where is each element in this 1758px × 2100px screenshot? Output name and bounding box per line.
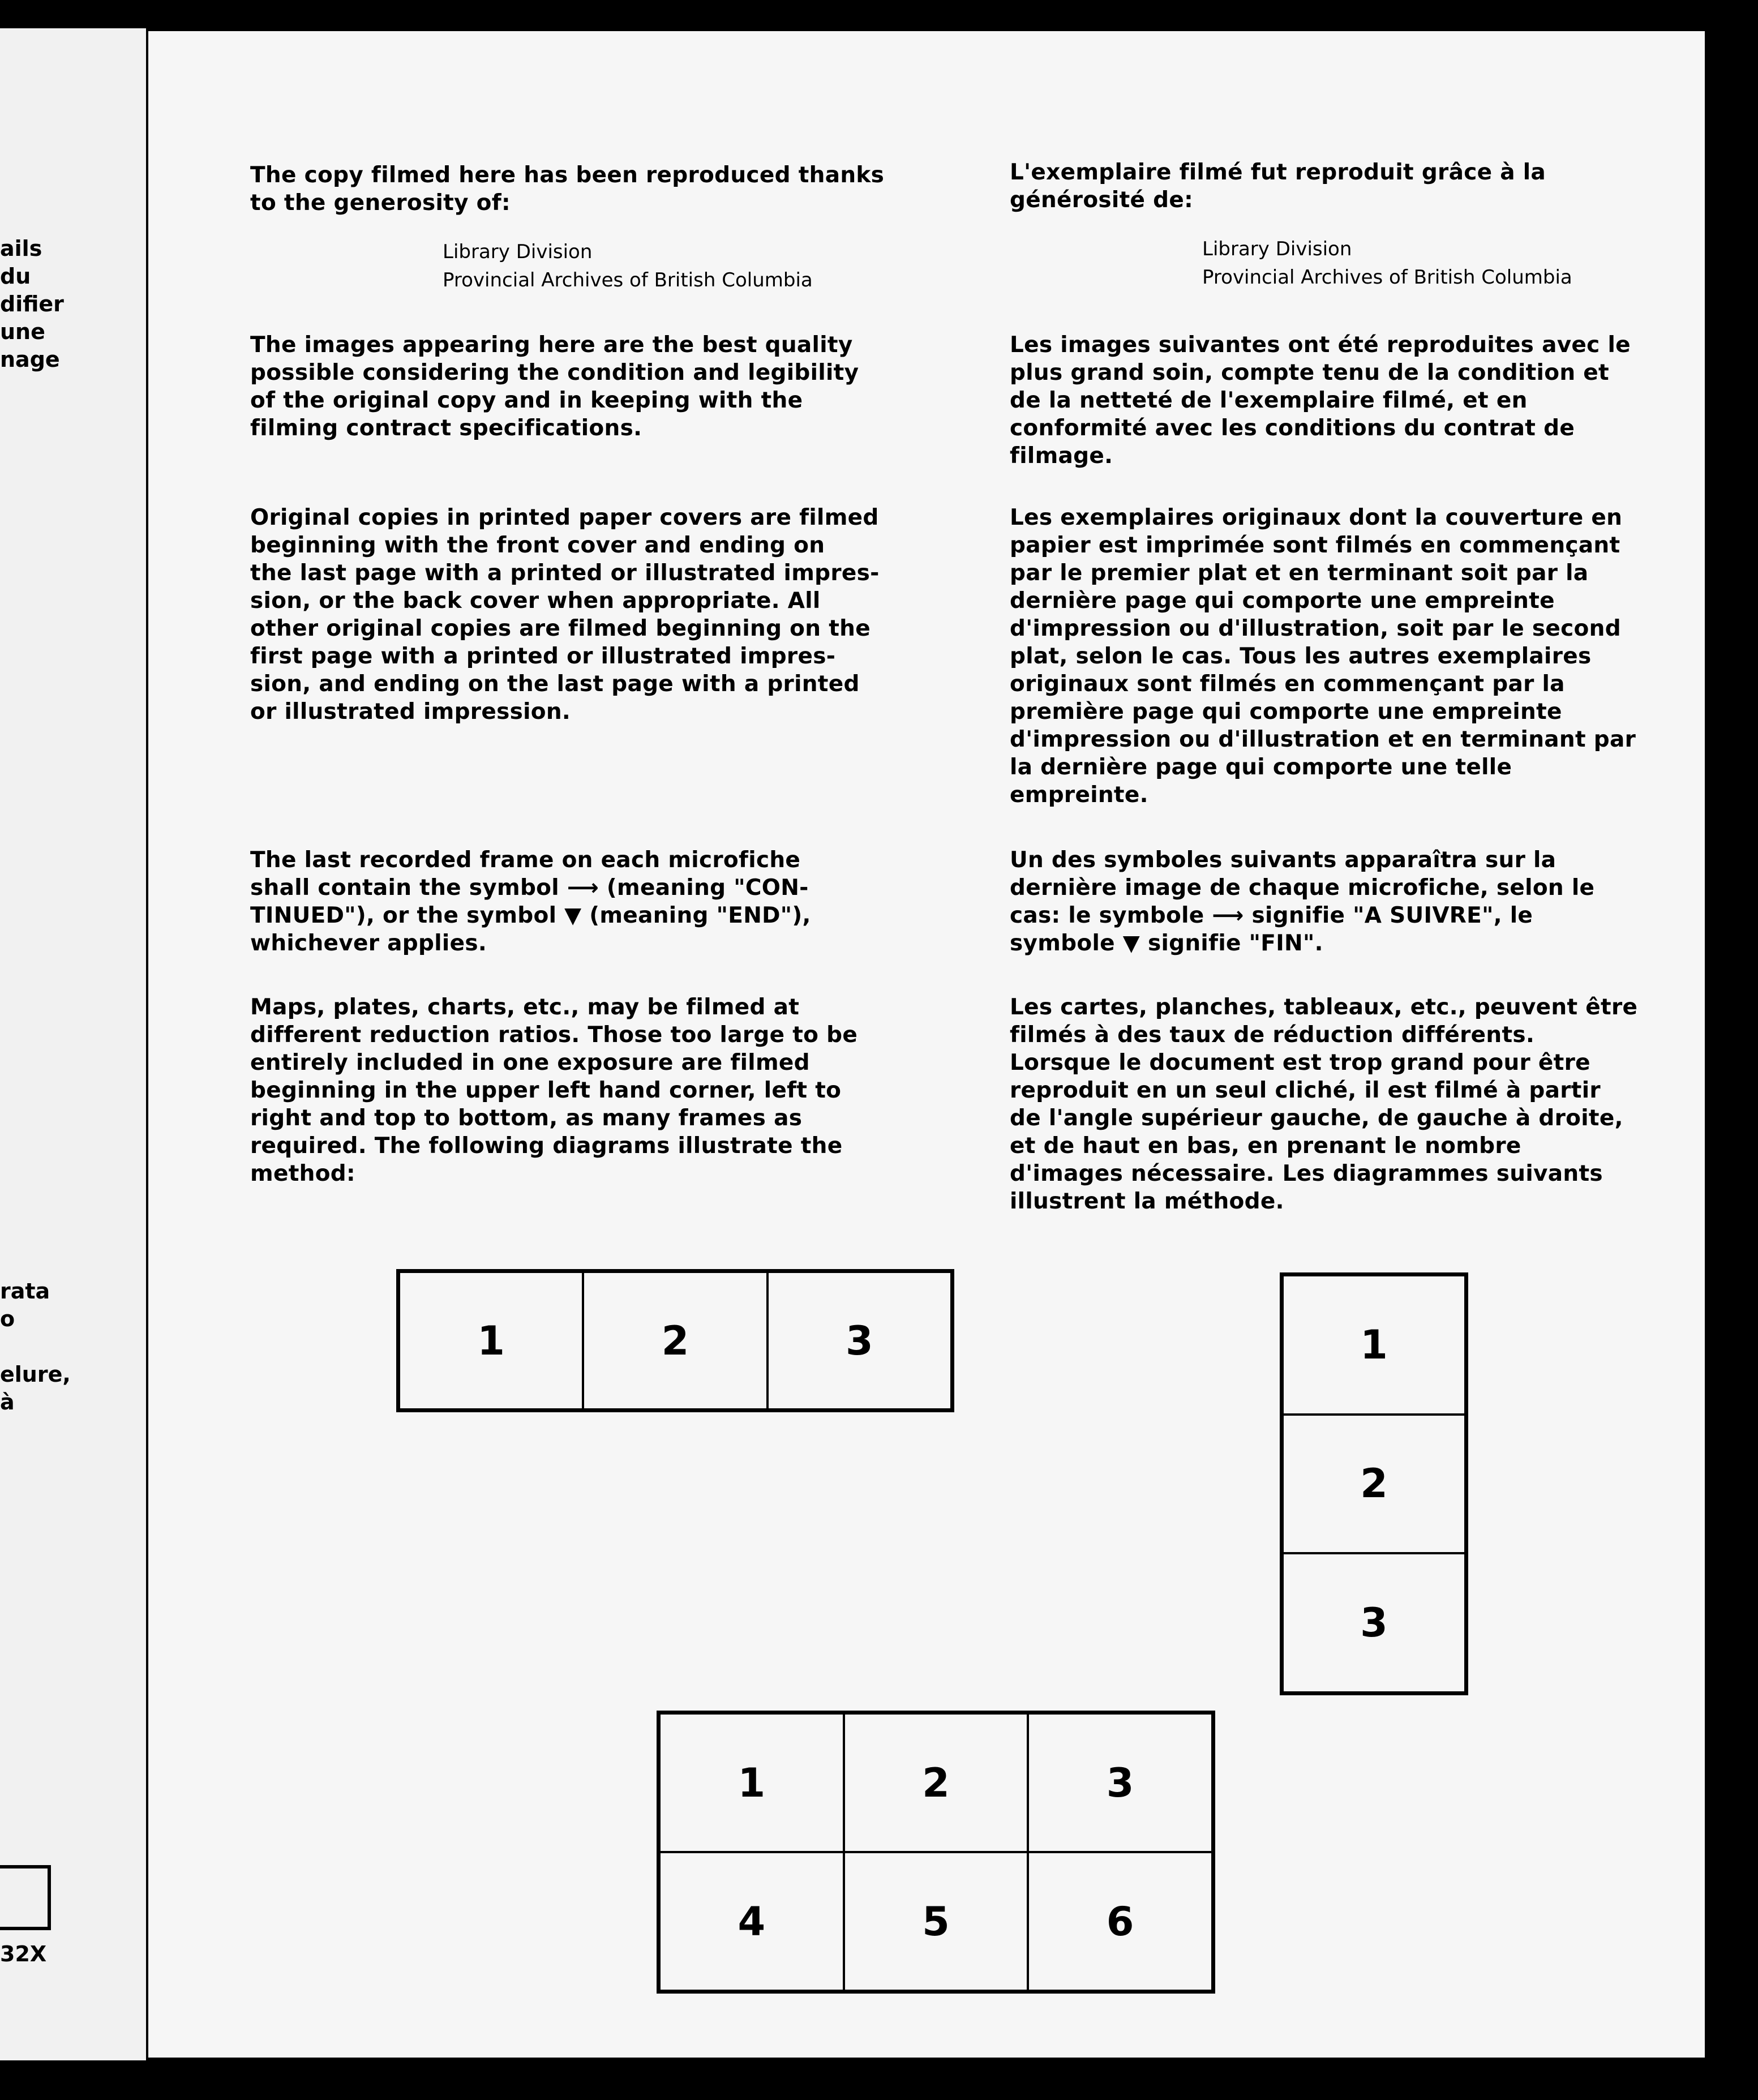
microfiche-target-page	[148, 31, 1705, 2058]
scale-box	[0, 1865, 51, 1930]
diagram-cell: 1	[659, 1713, 844, 1852]
english-quality: The images appearing here are the best quality possible considering the condition and legibility of the original copy and in keeping with the filming contract specifications.	[250, 332, 859, 441]
fragment-text: à	[0, 1390, 15, 1415]
french-originals: Les exemplaires originaux dont la couverture en papier est imprimée sont filmés en commençant par le premier plat et en terminant soit par la dernière page qui comporte une empreinte d'impression ou d'illustration, soit par le second plat, selon le cas. Tous les autres exemplaires originaux sont filmés en commençant par la première page qui comporte une empreinte d'impression ou d'illustration et en terminant par la dernière page qui comporte une telle empreinte.	[1010, 505, 1636, 808]
english-intro: The copy filmed here has been reproduced thanks to the generosity of:	[250, 162, 885, 216]
fragment-text: elure,	[0, 1362, 71, 1387]
diagram-cell: 4	[659, 1852, 844, 1991]
fragment-text: nage	[0, 347, 60, 372]
diagram-cell: 6	[1028, 1852, 1212, 1991]
fragment-text: du	[0, 264, 31, 289]
diagram-cell: 3	[767, 1272, 951, 1409]
french-quality: Les images suivantes ont été reproduites avec le plus grand soin, compte tenu de la condition et de la netteté de l'exemplaire filmé, et en conformité avec les conditions du contrat de filmage.	[1010, 332, 1631, 469]
diagram-cell: 2	[844, 1713, 1028, 1852]
fragment-text: o	[0, 1306, 15, 1331]
diagram-cell: 1	[1283, 1275, 1465, 1415]
english-symbols: The last recorded frame on each microfiche shall contain the symbol ⟶ (meaning "CON- TINUED"), or the symbol ▼ (meaning "END"), whichever applies.	[250, 847, 811, 956]
fragment-text: difier	[0, 292, 64, 316]
french-intro: L'exemplaire filmé fut reproduit grâce à la générosité de:	[1010, 160, 1546, 213]
diagram-cell: 3	[1283, 1553, 1465, 1692]
horizontal-diagram	[396, 1269, 954, 1412]
english-originals: Original copies in printed paper covers are filmed beginning with the front cover and ending on the last page with a printed or illustrated impres- sion, or the back cover when appropriate. All other original copies are filmed beginning on the first page with a printed or illustrated impres- sion, and ending on the last page with a printed or illustrated impression.	[250, 505, 880, 725]
english-credit: Library Division Provincial Archives of British Columbia	[443, 241, 813, 292]
french-credit: Library Division Provincial Archives of British Columbia	[1202, 238, 1572, 289]
diagram-cell: 2	[583, 1272, 767, 1409]
six-frame-diagram	[657, 1711, 1215, 1994]
french-symbols: Un des symboles suivants apparaîtra sur la dernière image de chaque microfiche, selon le cas: le symbole ⟶ signifie "A SUIVRE", le symbole ▼ signifie "FIN".	[1010, 847, 1595, 956]
diagram-cell: 2	[1283, 1415, 1465, 1554]
fragment-text: une	[0, 319, 45, 344]
scale-label: 32X	[0, 1942, 47, 1966]
diagram-cell: 3	[1028, 1713, 1212, 1852]
french-maps: Les cartes, planches, tableaux, etc., peuvent être filmés à des taux de réduction différents. Lorsque le document est trop grand pour être reproduit en un seul cliché, il est filmé à partir de l'angle supérieur gauche, de gauche à droite, et de haut en bas, en prenant le nombre d'images nécessaire. Les diagrammes suivants illustrent la méthode.	[1010, 995, 1638, 1214]
diagram-cell: 1	[399, 1272, 583, 1409]
vertical-diagram	[1280, 1272, 1468, 1695]
fragment-text: rata	[0, 1279, 50, 1304]
diagram-cell: 5	[844, 1852, 1028, 1991]
fragment-text: ails	[0, 236, 42, 261]
previous-page-edge	[0, 28, 146, 2060]
english-maps: Maps, plates, charts, etc., may be filmed at different reduction ratios. Those too large to be entirely included in one exposure are filmed beginning in the upper left hand corner, left to right and top to bottom, as many frames as required. The following diagrams illustrate the method:	[250, 995, 858, 1186]
